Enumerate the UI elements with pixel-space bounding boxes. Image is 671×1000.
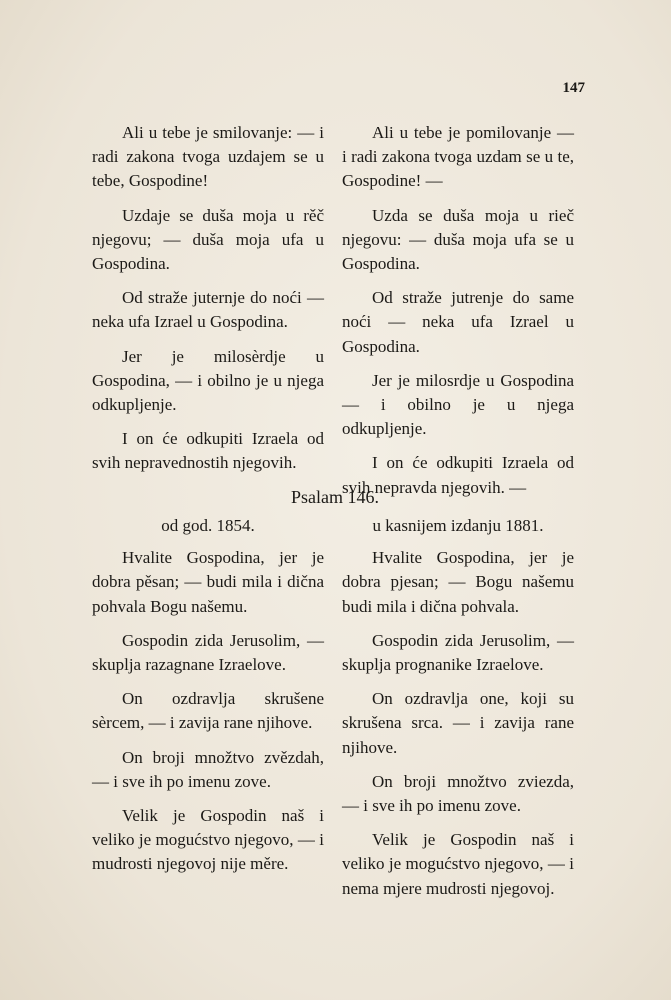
verse: Ali u tebe je pomilovanje — i radi zakona tvoga uzdam se u te, Gospodine! — [342, 123, 574, 191]
verse: On broji množtvo zvězdah, — i sve ih po imenu zove. [92, 747, 324, 791]
verse: Od straže juternje do noći — neka ufa Izrael u Gospodina. [92, 288, 324, 332]
verse: Gospodin zida Jerusolim, — skuplja prognanike Izraelove. [342, 630, 574, 675]
psalm-heading: Psalam 146. [291, 487, 379, 507]
verse: Gospodin zida Jerusolim, — skuplja razagnane Izraelove. [92, 630, 324, 675]
verse: I on će odkupiti Izraela od svih nepravednostih njegovih. [92, 429, 324, 473]
verse: Hvalite Gospodina, jer je dobra pjesan; — Bogu našemu budi mila i dična pohvala. [342, 548, 574, 616]
verse: Uzdaje se duša moja u rěč njegovu; — duša moja ufa u Gospodina. [92, 205, 324, 274]
verse: Jer je milosèrdje u Gospodina, — i obilno je u njega odkupljenje. [92, 346, 324, 415]
verse: Uzda se duša moja u rieč njegovu: — duša moja ufa se u Gospodina. [342, 205, 574, 274]
left-column-psalm-129-1854 [92, 121, 324, 486]
verse: Hvalite Gospodina, jer je dobra pěsan; — budi mila i dična pohvala Bogu našemu. [92, 548, 324, 616]
verse: Jer je milosrdje u Gospodina — i obilno je u njega odkupljenje. [342, 370, 574, 439]
verse: Velik je Gospodin naš i veliko je mogućstvo njegovo, — i mudrosti njegovoj nije měre. [92, 806, 324, 874]
verse: Od straže jutrenje do same noći — neka ufa Izrael u Gospodina. [342, 288, 574, 356]
left-column-psalm-146-1854 [92, 514, 324, 887]
verse: Ali u tebe je smilovanje: — i radi zakona tvoga uzdajem se u tebe, Gospodine! [92, 123, 324, 191]
page-number: 147 [562, 80, 585, 96]
edition-label: u kasnijem izdanju 1881. [372, 516, 544, 535]
verse: Velik je Gospodin naš i veliko je mogućstvo njegovo, — i nema mjere mudrosti njegovoj. [342, 830, 574, 898]
verse: I on će odkupiti Izraela od svih nepravda njegovih. — [342, 453, 574, 497]
verse: On broji množtvo zviezda, — i sve ih po imenu zove. [342, 771, 574, 816]
right-column-psalm-146-1881 [342, 514, 574, 911]
right-column-psalm-129-1881 [342, 121, 574, 510]
verse: On ozdravlja one, koji su skrušena srca. — i zavija rane njihove. [342, 689, 574, 757]
verse: On ozdravlja skrušene sèrcem, — i zavija rane njihove. [92, 689, 324, 733]
edition-label: od god. 1854. [161, 516, 255, 535]
